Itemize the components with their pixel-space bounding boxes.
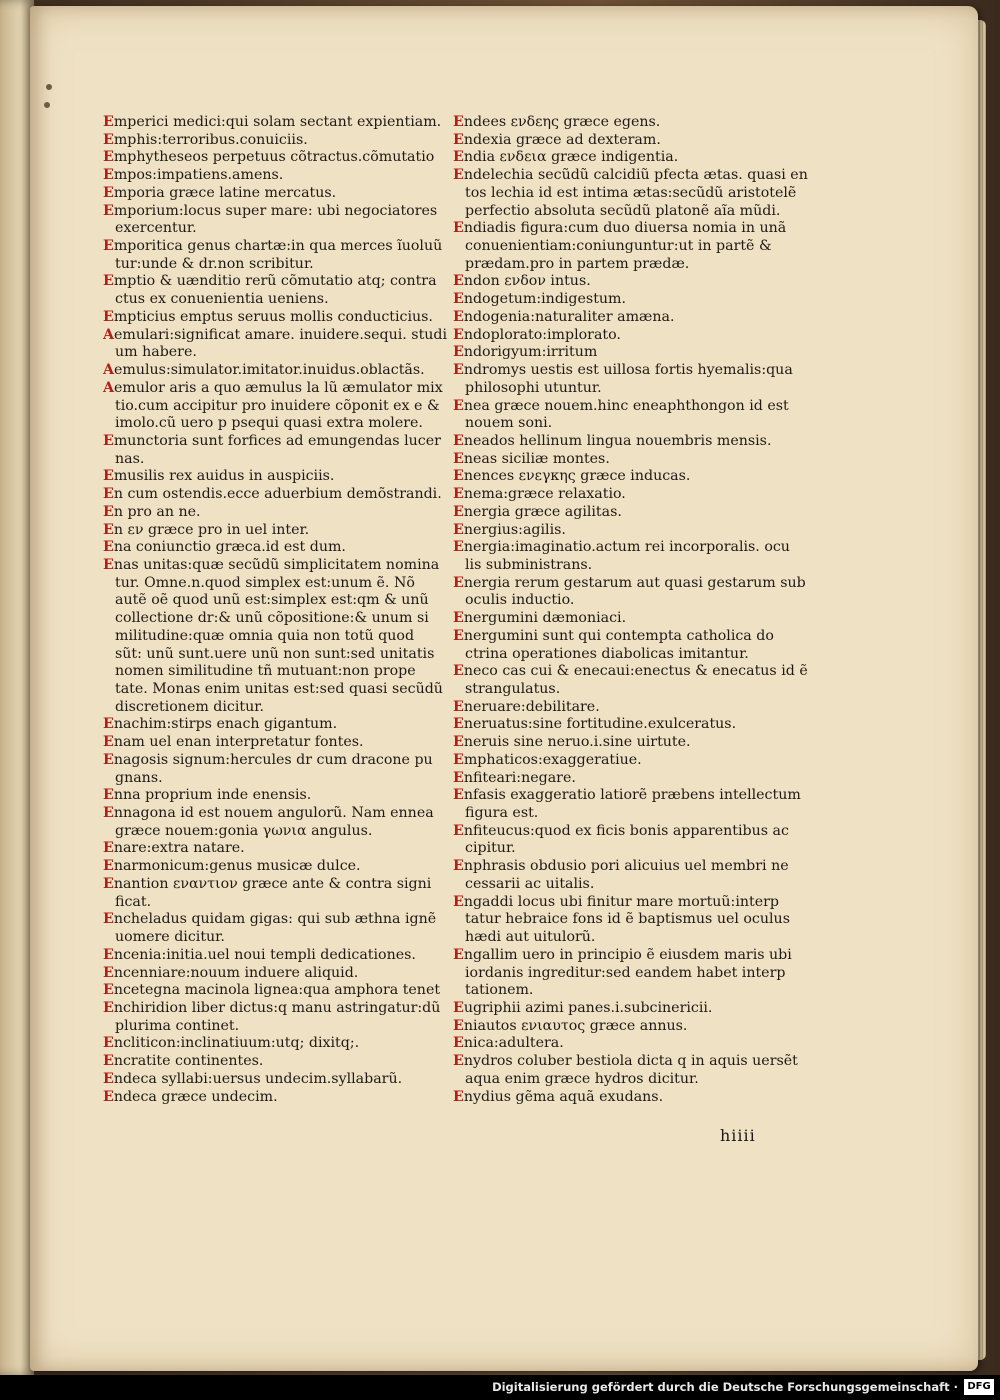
dictionary-entry-line: Engaddi locus ubi finitur mare mortuũ:interp: [453, 893, 779, 910]
dictionary-entry-line: Endiadis figura:cum duo diuersa nomia in unã: [453, 220, 787, 237]
dictionary-entry-line: Aemulor aris a quo æmulus la lũ æmulator mix: [103, 379, 443, 396]
continuation-line: exercentur.: [115, 220, 197, 237]
continuation-line: gnans.: [115, 769, 163, 786]
dictionary-entry-line: Endogetum:indigestum.: [453, 291, 626, 308]
dictionary-entry-line: Endogenia:naturaliter amæna.: [453, 308, 675, 325]
dictionary-entry-line: Encheladus quidam gigas: qui sub æthna ignẽ: [103, 911, 437, 928]
dictionary-entry-line: Enfasis exaggeratio latiorẽ præbens intellectum: [453, 787, 801, 804]
continuation-line: aqua enim græce hydros dicitur.: [465, 1070, 699, 1087]
dictionary-entry-line: Eneruis sine neruo.i.sine uirtute.: [453, 734, 691, 751]
dictionary-entry-line: Encetegna macinola lignea:qua amphora tenet: [103, 982, 441, 999]
continuation-line: tate. Monas enim unitas est:sed quasi secũdũ: [115, 681, 443, 697]
dictionary-entry-line: Enea græce nouem.hinc eneaphthongon id est: [453, 397, 789, 414]
dictionary-entry-line: Enydius gẽma aquã exudans.: [453, 1088, 664, 1105]
dictionary-entry-line: Eugriphii azimi panes.i.subcinericii.: [453, 999, 713, 1016]
footer-bar: [0, 1375, 1000, 1400]
dictionary-entry-line: Emusilis rex auidus in auspiciis.: [103, 468, 335, 485]
continuation-line: iordanis ingreditur:sed eandem habet interp: [465, 964, 786, 981]
dictionary-entry-line: Energia rerum gestarum aut quasi gestarum sub: [453, 574, 806, 591]
page-mark: [44, 102, 50, 108]
dfg-logo: DFG: [964, 1379, 994, 1395]
continuation-line: prædam.pro in partem prædæ.: [465, 255, 690, 272]
dictionary-entry-line: Endeca syllabi:uersus undecim.syllabarũ.: [103, 1070, 403, 1087]
dictionary-entry-line: Encratite continentes.: [103, 1053, 264, 1070]
continuation-line: strangulatus.: [465, 681, 561, 697]
dictionary-entry-line: Enantion εναντιον græce ante & contra signi: [103, 875, 432, 892]
continuation-line: tatur hebraice fons id ẽ baptismus uel oculus: [465, 911, 790, 928]
dictionary-entry-line: Emperici medici:qui solam sectant expientiam.: [103, 114, 442, 130]
continuation-line: sũt: unũ sunt.uere unũ non sunt:sed unitatis: [115, 645, 435, 662]
dictionary-entry-line: Endromys uestis est uillosa fortis hyemalis:qua: [453, 362, 793, 379]
dictionary-entry-line: Emporium:locus super mare: ubi negociatores: [103, 202, 438, 219]
dictionary-entry-line: Empos:impatiens.amens.: [103, 167, 284, 184]
dictionary-entry-line: Ena coniunctio græca.id est dum.: [103, 539, 346, 556]
dictionary-entry-line: Emporitica genus chartæ:in qua merces ĩuoluũ: [103, 238, 443, 255]
dictionary-entry-line: Eneas siciliæ montes.: [453, 450, 610, 467]
continuation-line: autẽ oẽ quod unũ est:simplex est:qm & unũ: [115, 592, 429, 609]
dictionary-entry-line: Enna proprium inde enensis.: [103, 787, 312, 804]
continuation-line: philosophi utuntur.: [465, 379, 602, 396]
dictionary-entry-line: Endeca græce undecim.: [103, 1088, 278, 1105]
dictionary-entry-line: Emphytheseos perpetuus cõtractus.cõmutatio: [103, 149, 435, 166]
left-column: [103, 114, 448, 1106]
dictionary-entry-line: Emphaticos:exaggeratiue.: [453, 751, 642, 768]
continuation-line: hædi aut uitulorũ.: [465, 929, 596, 946]
dictionary-entry-line: Enydros coluber bestiola dicta q in aquis uersẽt: [453, 1053, 798, 1070]
continuation-line: oculis inductio.: [465, 592, 575, 609]
facing-page-edge: [0, 0, 34, 1375]
continuation-line: collectione dr:& unũ cõpositione:& unum si: [115, 610, 429, 627]
dictionary-entry-line: Emphis:terroribus.conuiciis.: [103, 131, 308, 148]
continuation-line: plurima continet.: [115, 1017, 240, 1034]
continuation-line: imolo.cũ uero p psequi quasi extra molere.: [115, 415, 423, 432]
dictionary-entry-line: Aemulus:simulator.imitator.inuidus.oblactãs.: [103, 362, 425, 379]
dictionary-entry-line: Enam uel enan interpretatur fontes.: [103, 734, 364, 751]
continuation-line: uomere dicitur.: [115, 929, 225, 946]
continuation-line: nas.: [115, 450, 145, 467]
dictionary-entry-line: Eneados hellinum lingua nouembris mensis.: [453, 432, 772, 449]
continuation-line: militudine:quæ omnia quia non totũ quod: [115, 627, 415, 644]
dictionary-entry-line: Enas unitas:quæ secũdũ simplicitatem nomina: [103, 556, 440, 573]
continuation-line: ctrina operationes diabolicas imitantur.: [465, 645, 749, 662]
dictionary-entry-line: Encenniare:nouum induere aliquid.: [103, 964, 359, 981]
dictionary-entry-line: Energia græce agilitas.: [453, 503, 622, 520]
dictionary-entry-line: Energius:agilis.: [453, 521, 566, 538]
dictionary-entry-line: Eneruatus:sine fortitudine.exulceratus.: [453, 716, 737, 733]
dictionary-entry-line: Enences ενεγκης græce inducas.: [453, 468, 691, 485]
continuation-line: tationem.: [465, 982, 534, 999]
dictionary-entry-line: Encenia:initia.uel noui templi dedicationes.: [103, 946, 416, 963]
continuation-line: conuenientiam:coniunguntur:ut in partẽ &: [465, 238, 772, 255]
dictionary-entry-line: Endees ενδεης græce egens.: [453, 114, 661, 130]
continuation-line: tur:unde & dr.non scribitur.: [115, 255, 314, 272]
dictionary-entry-line: Encliticon:inclinatiuum:utq; dixitq;.: [103, 1035, 360, 1052]
dictionary-entry-line: Enema:græce relaxatio.: [453, 486, 626, 503]
continuation-line: um habere.: [115, 344, 197, 361]
continuation-line: tos lechia id est intima ætas:secũdũ aristotelẽ: [465, 184, 797, 201]
continuation-line: cessarii ac uitalis.: [465, 875, 595, 892]
continuation-line: ficat.: [115, 893, 152, 910]
dictionary-entry-line: Eniautos ενιαυτος græce annus.: [453, 1017, 688, 1034]
dictionary-entry-line: En pro an ne.: [103, 503, 201, 520]
dictionary-entry-line: Enica:adultera.: [453, 1035, 564, 1052]
continuation-line: discretionem dicitur.: [115, 698, 264, 715]
continuation-line: perfectio absoluta secũdũ platonẽ aĩa mũdi.: [465, 202, 781, 219]
continuation-line: græce nouem:gonia γωνια angulus.: [115, 822, 373, 839]
dictionary-entry-line: Enfiteari:negare.: [453, 769, 576, 786]
continuation-line: tur. Omne.n.quod simplex est:unum ẽ. Nõ: [115, 574, 415, 591]
footer-credit: Digitalisierung gefördert durch die Deutsche Forschungsgemeinschaft ·: [492, 1380, 958, 1394]
dictionary-entry-line: Endoplorato:implorato.: [453, 326, 621, 343]
dictionary-entry-line: Endia ενδεια græce indigentia.: [453, 149, 679, 166]
dictionary-entry-line: Enachim:stirps enach gigantum.: [103, 716, 338, 733]
dictionary-entry-line: Energia:imaginatio.actum rei incorporalis. ocu: [453, 539, 790, 556]
dictionary-entry-line: Empticius emptus seruus mollis conducticius.: [103, 308, 433, 325]
right-column: [453, 114, 808, 1106]
continuation-line: tio.cum accipitur pro inuidere cõponit ex e &: [115, 397, 440, 414]
dictionary-entry-line: Enphrasis obdusio pori alicuius uel membri ne: [453, 858, 789, 875]
dictionary-entry-line: Enchiridion liber dictus:q manu astringatur:dũ: [103, 999, 441, 1016]
dictionary-entry-line: Enarmonicum:genus musicæ dulce.: [103, 858, 361, 875]
dictionary-entry-line: Enfiteucus:quod ex ficis bonis apparentibus ac: [453, 822, 789, 839]
dictionary-entry-line: Eneco cas cui & enecaui:enectus & enecatus id ẽ: [453, 663, 808, 680]
continuation-line: cipitur.: [465, 840, 516, 857]
dictionary-entry-line: Enare:extra natare.: [103, 840, 245, 857]
dictionary-entry-line: Enagosis signum:hercules dr cum dracone pu: [103, 751, 433, 768]
dictionary-entry-line: En εν græce pro in uel inter.: [103, 521, 310, 538]
dictionary-entry-line: Endon ενδον intus.: [453, 273, 591, 290]
continuation-line: nomen similitudine tñ mutuant:non prope: [115, 663, 416, 680]
dictionary-entry-line: Emporia græce latine mercatus.: [103, 184, 337, 201]
dictionary-entry-line: En cum ostendis.ecce aduerbium demõstrandi.: [103, 486, 442, 503]
dictionary-entry-line: Energumini dæmoniaci.: [453, 610, 627, 627]
continuation-line: figura est.: [465, 805, 539, 822]
dictionary-entry-line: Emptio & uænditio rerũ cõmutatio atq; contra: [103, 273, 437, 290]
dictionary-entry-line: Endelechia secũdũ calcidiũ pfecta ætas. quasi en: [453, 167, 808, 184]
dictionary-entry-line: Eneruare:debilitare.: [453, 698, 600, 715]
continuation-line: nouem soni.: [465, 415, 553, 432]
dictionary-entry-line: Emunctoria sunt forfices ad emungendas lucer: [103, 432, 441, 449]
dictionary-entry-line: Endexia græce ad dexteram.: [453, 131, 661, 148]
folio-signature: hiiii: [720, 1126, 756, 1145]
dictionary-entry-line: Ennagona id est nouem angulorũ. Nam ennea: [103, 805, 434, 822]
dictionary-entry-line: Engallim uero in principio ẽ eiusdem maris ubi: [453, 946, 792, 963]
dictionary-entry-line: Energumini sunt qui contempta catholica do: [453, 627, 774, 644]
dictionary-entry-line: Aemulari:significat amare. inuidere.sequi. studi: [103, 326, 448, 343]
page-mark: [46, 84, 52, 90]
dictionary-entry-line: Endorigyum:irritum: [453, 344, 598, 361]
continuation-line: ctus ex conuenientia ueniens.: [115, 291, 329, 308]
continuation-line: lis subministrans.: [465, 556, 593, 573]
